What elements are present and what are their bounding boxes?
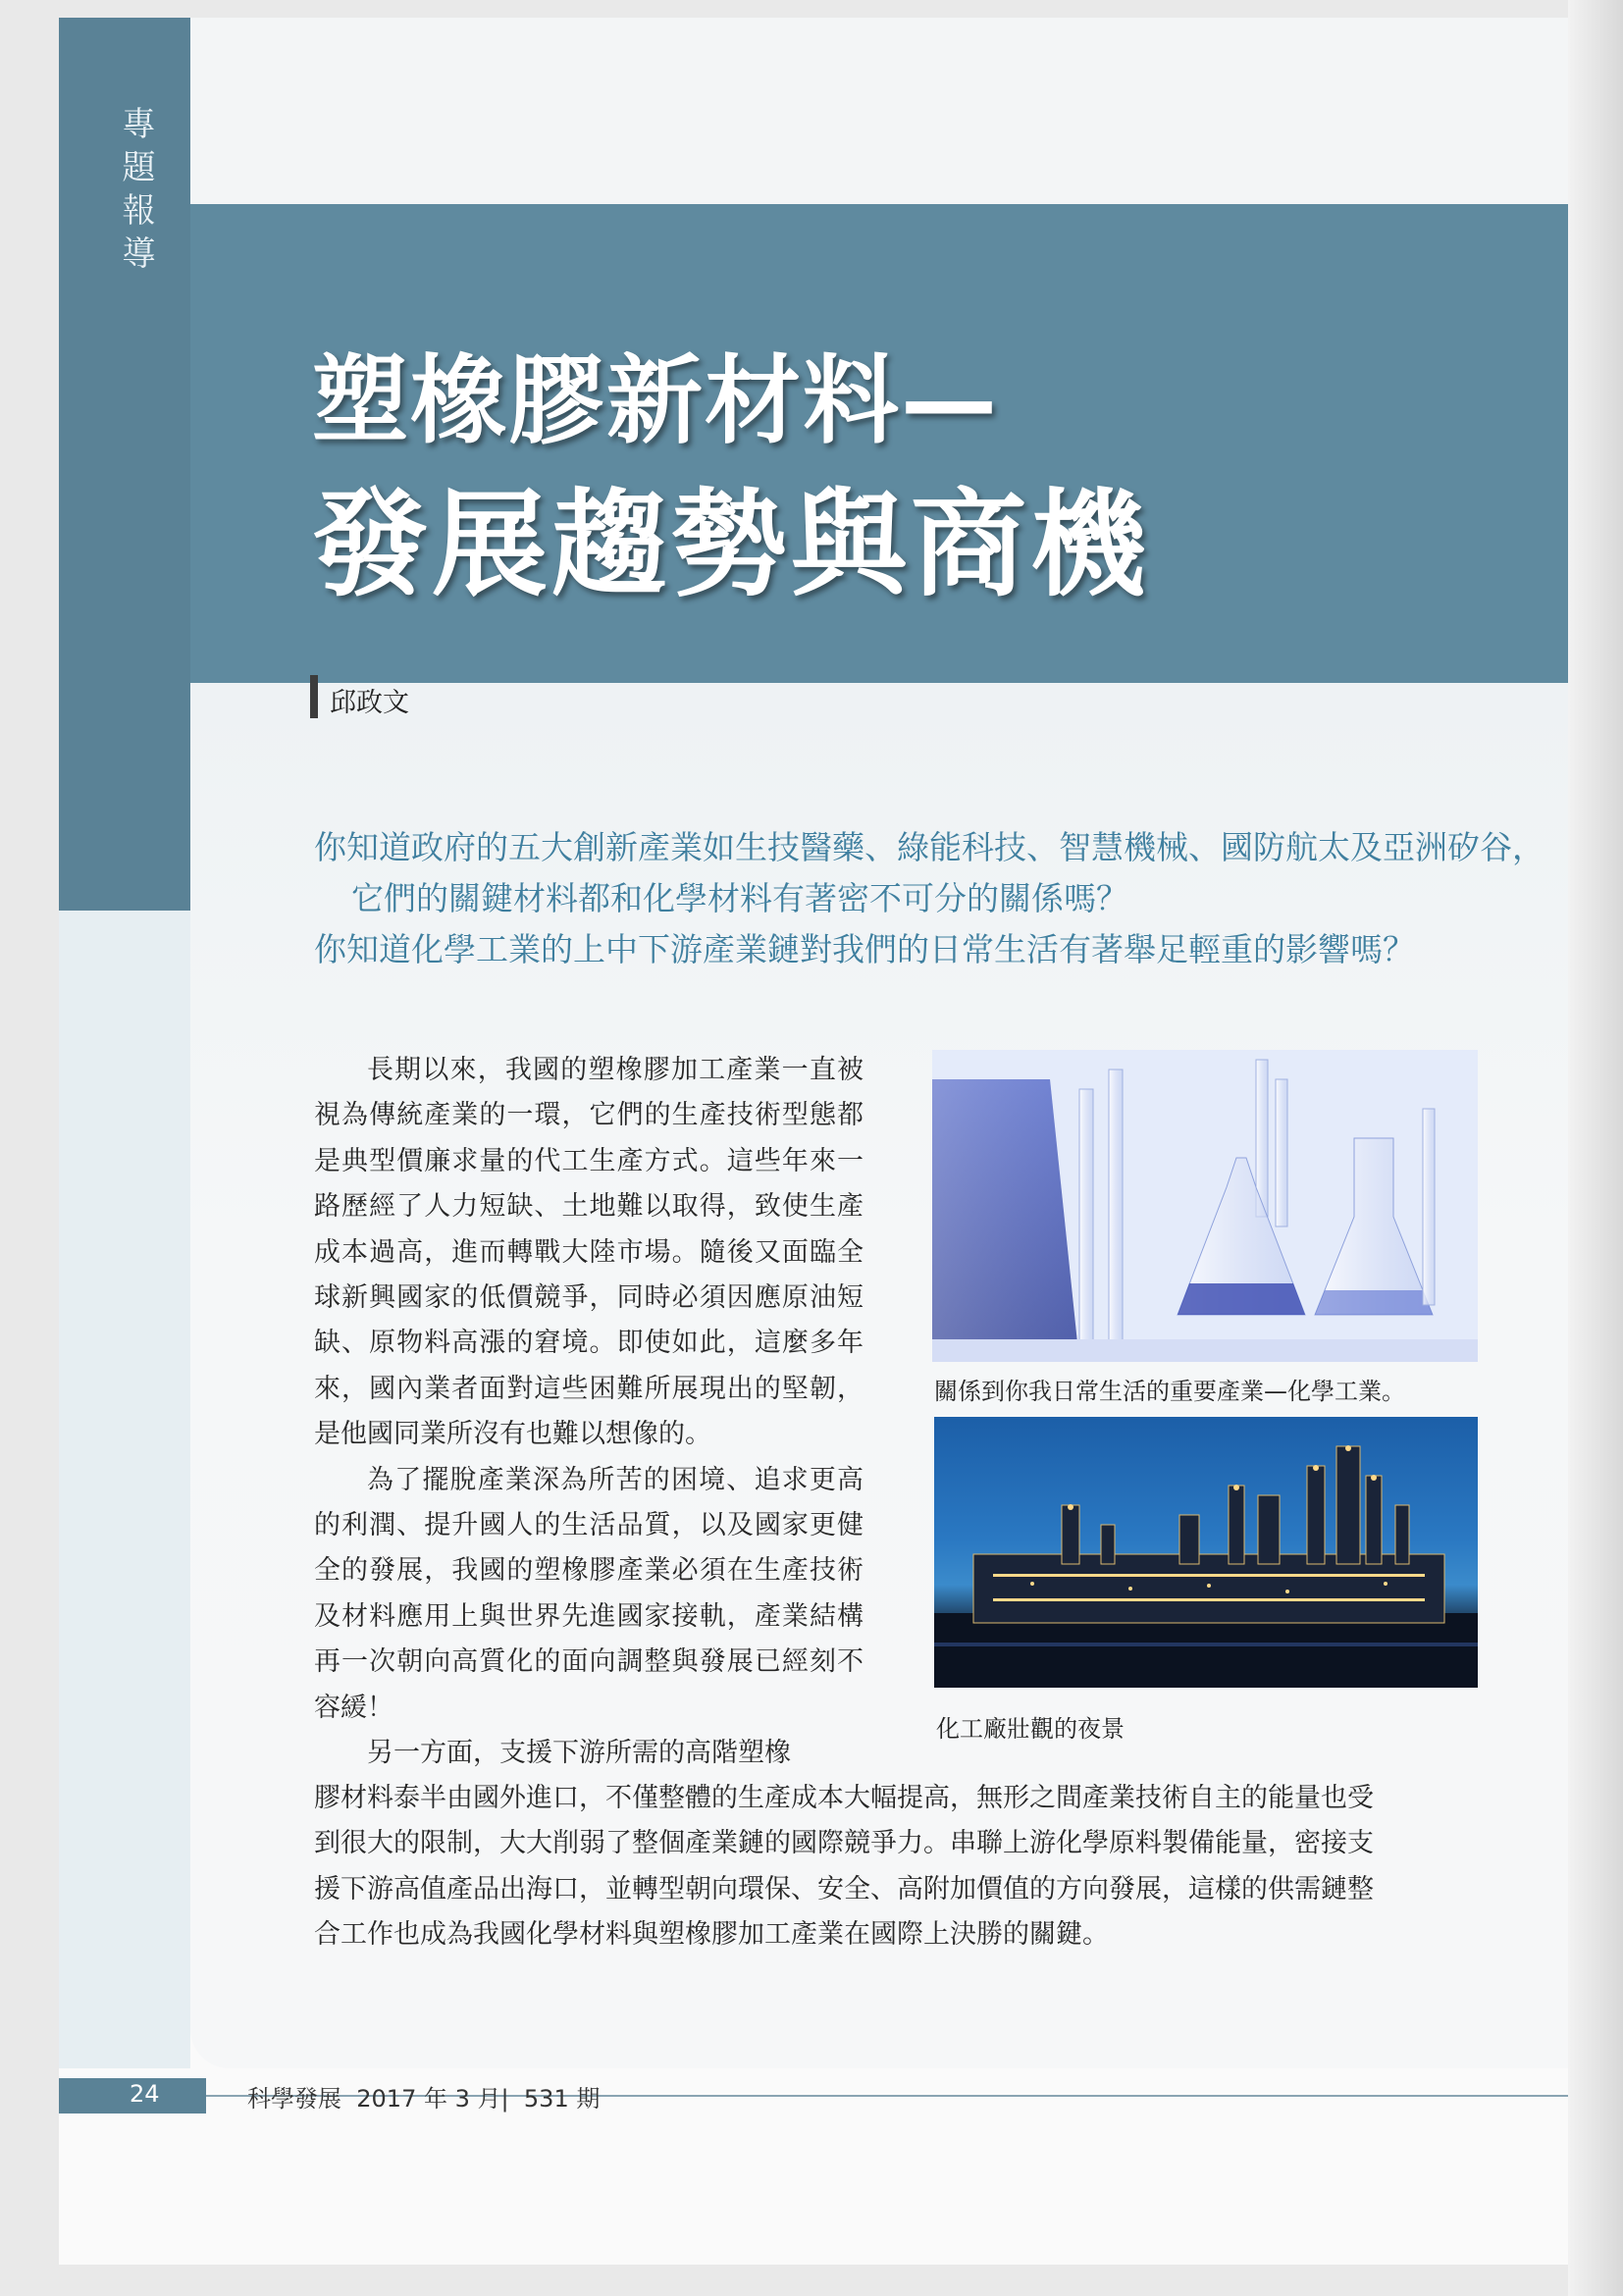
lab-glassware-photo	[932, 1050, 1478, 1362]
chemical-plant-illustration	[934, 1417, 1478, 1688]
year-unit: 年	[423, 2085, 447, 2113]
lab-glassware-illustration	[932, 1050, 1478, 1362]
author-name: 邱政文	[330, 688, 409, 718]
body-paragraph-1: 長期以來，我國的塑橡膠加工產業一直被視為傳統產業的一環，它們的生產技術型態都是典型價廉求量的代工生產方式。這些年來一路歷經了人力短缺、土地難以取得，致使生產成本過高，進而轉戰大陸市場。隨後又面臨全球新興國家的低價競爭，同時必須因應原油短缺、原物料高漲的窘境。即使如此，這麼多年來，國內業者面對這些困難所展現出的堅韌，是他國同業所沒有也難以想像的。	[314, 1055, 864, 1450]
author-marker	[310, 675, 318, 718]
intro-line-1: 你知道政府的五大創新產業如生技醫藥、綠能科技、智慧機械、國防航太及亞洲矽谷，	[314, 828, 1544, 866]
intro-line-2: 它們的關鍵材料都和化學材料有著密不可分的關係嗎？	[351, 879, 1128, 917]
figure-caption-1: 關係到你我日常生活的重要產業—化學工業。	[934, 1378, 1405, 1405]
body-paragraph-2: 為了擺脫產業深為所苦的困境、追求更高的利潤、提升國人的生活品質，以及國家更健全的發展，我國的塑橡膠產業必須在生產技術及材料應用上與世界先進國家接軌，產業結構再一次朝向高質化的面向調整與發展已經刻不容緩！	[314, 1464, 864, 1723]
figure-caption-2: 化工廠壯觀的夜景	[936, 1715, 1125, 1743]
footer-publication	[247, 2079, 600, 2113]
footer-separator: |	[500, 2085, 509, 2113]
section-label: 專題報導	[116, 106, 155, 279]
page-edge-shadow	[1568, 0, 1623, 2296]
side-strip-light	[59, 911, 190, 2068]
page-number: 24	[130, 2080, 160, 2108]
chemical-plant-night-photo	[934, 1417, 1478, 1688]
month-unit: 月	[477, 2085, 501, 2113]
article-title-line1: 塑橡膠新材料—	[312, 345, 1000, 457]
issue-month: 3	[454, 2085, 470, 2113]
body-line: 援下游高值產品出海口，並轉型朝向環保、安全、高附加價值的方向發展，這樣的供需鏈整	[314, 1873, 1374, 1905]
body-full-width	[314, 1776, 1482, 1958]
magazine-name: 科學發展	[247, 2085, 341, 2113]
body-column	[314, 1048, 864, 1777]
body-paragraph-3-start: 另一方面，支援下游所需的高階塑橡	[367, 1738, 791, 1769]
issue-unit: 期	[576, 2085, 601, 2113]
article-title-line2: 發展趨勢與商機	[312, 477, 1151, 612]
issue-year: 2017	[356, 2085, 417, 2113]
intro-line-3: 你知道化學工業的上中下游產業鏈對我們的日常生活有著舉足輕重的影響嗎？	[314, 930, 1415, 968]
body-line: 合工作也成為我國化學材料與塑橡膠加工產業在國際上決勝的關鍵。	[314, 1919, 1109, 1951]
body-line: 膠材料泰半由國外進口，不僅整體的生產成本大幅提高，無形之間產業技術自主的能量也受	[314, 1783, 1374, 1813]
issue-number: 531	[523, 2085, 569, 2113]
header-bleed-area	[190, 18, 1568, 204]
body-line: 到很大的限制，大大削弱了整個產業鏈的國際競爭力。串聯上游化學原料製備能量，密接支	[314, 1828, 1374, 1859]
